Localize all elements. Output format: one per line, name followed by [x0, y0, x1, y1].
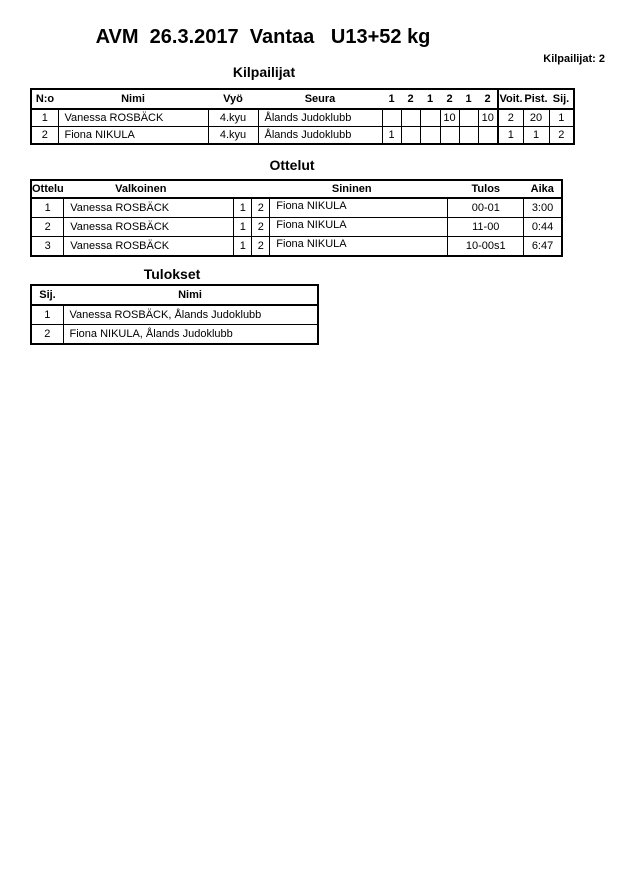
white-name-cell: Vanessa ROSBÄCK — [64, 237, 234, 257]
white-no-cell: 1 — [234, 198, 252, 218]
result-cell: 10-00s1 — [448, 237, 524, 257]
score-cell — [440, 127, 459, 145]
col-header-time: Aika — [524, 180, 562, 198]
col-header-blue — [270, 180, 448, 198]
col-header-wins: Voit. — [498, 89, 523, 109]
col-header-white — [64, 180, 234, 198]
section-heading-tulokset: Tulokset — [143, 266, 201, 282]
club-cell: Ålands Judoklubb — [258, 109, 382, 127]
match-no-cell: 3 — [31, 237, 64, 257]
wins-cell: 2 — [498, 109, 523, 127]
col-header-spacer-2 — [252, 180, 270, 198]
results-table — [30, 284, 319, 345]
col-header-score-1: 1 — [382, 89, 401, 109]
match-row — [31, 198, 562, 218]
score-cell — [420, 109, 440, 127]
col-header-blue-label: Sininen — [331, 183, 372, 195]
place-cell: 2 — [549, 127, 574, 145]
col-header-name: Nimi — [58, 89, 208, 109]
belt-cell: 4.kyu — [208, 109, 258, 127]
col-header-score-2: 2 — [401, 89, 420, 109]
col-header-club: Seura — [258, 89, 382, 109]
time-cell: 0:44 — [524, 218, 562, 237]
points-cell: 1 — [523, 127, 549, 145]
white-name-cell: Vanessa ROSBÄCK — [64, 198, 234, 218]
score-cell — [459, 127, 478, 145]
col-header-no: N:o — [31, 89, 58, 109]
no-cell: 2 — [31, 127, 58, 145]
result-cell: 00-01 — [448, 198, 524, 218]
match-no-cell: 1 — [31, 198, 64, 218]
score-cell: 10 — [478, 109, 498, 127]
results-header-row — [31, 285, 318, 305]
competitors-header-row — [31, 89, 574, 109]
result-row — [31, 325, 318, 345]
document-title: AVM 26.3.2017 Vantaa U13+52 kg — [95, 26, 431, 48]
score-cell — [401, 109, 420, 127]
score-cell: 10 — [440, 109, 459, 127]
competitor-row — [31, 109, 574, 127]
col-header-points: Pist. — [523, 89, 549, 109]
col-header-name: Nimi — [63, 285, 318, 305]
score-cell — [478, 127, 498, 145]
match-no-cell: 2 — [31, 218, 64, 237]
points-cell: 20 — [523, 109, 549, 127]
col-header-score-5: 1 — [459, 89, 478, 109]
wins-cell: 1 — [498, 127, 523, 145]
col-header-belt: Vyö — [208, 89, 258, 109]
blue-no-cell: 2 — [252, 198, 270, 218]
score-cell — [401, 127, 420, 145]
matches-table — [30, 179, 563, 257]
result-cell: 11-00 — [448, 218, 524, 237]
col-header-spacer-1 — [234, 180, 252, 198]
section-heading-ottelut: Ottelut — [269, 157, 315, 173]
time-cell: 3:00 — [524, 198, 562, 218]
blue-name-cell: Fiona NIKULA — [270, 237, 448, 257]
score-cell — [382, 109, 401, 127]
col-header-place: Sij. — [549, 89, 574, 109]
club-cell: Ålands Judoklubb — [258, 127, 382, 145]
col-header-place: Sij. — [31, 285, 63, 305]
col-header-result: Tulos — [448, 180, 524, 198]
white-no-cell: 1 — [234, 218, 252, 237]
result-row — [31, 305, 318, 325]
score-cell — [459, 109, 478, 127]
col-header-white-label: Valkoinen — [115, 183, 167, 195]
score-cell: 1 — [382, 127, 401, 145]
col-header-score-3: 1 — [420, 89, 440, 109]
place-cell: 1 — [549, 109, 574, 127]
score-cell — [420, 127, 440, 145]
blue-no-cell: 2 — [252, 237, 270, 257]
match-row — [31, 218, 562, 237]
place-cell: 2 — [31, 325, 63, 345]
competitor-count: Kilpailijat: 2 — [543, 53, 605, 65]
name-cell: Fiona NIKULA — [58, 127, 208, 145]
blue-no-cell: 2 — [252, 218, 270, 237]
col-header-score-6: 2 — [478, 89, 498, 109]
matches-header-row — [31, 180, 562, 198]
time-cell: 6:47 — [524, 237, 562, 257]
col-header-match: Ottelu — [31, 180, 64, 198]
result-name-cell: Vanessa ROSBÄCK, Ålands Judoklubb — [63, 305, 318, 325]
no-cell: 1 — [31, 109, 58, 127]
section-heading-kilpailijat: Kilpailijat — [232, 64, 296, 80]
competitors-table — [30, 88, 575, 145]
white-no-cell: 1 — [234, 237, 252, 257]
blue-name-cell: Fiona NIKULA — [270, 218, 448, 237]
belt-cell: 4.kyu — [208, 127, 258, 145]
white-name-cell: Vanessa ROSBÄCK — [64, 218, 234, 237]
name-cell: Vanessa ROSBÄCK — [58, 109, 208, 127]
blue-name-cell: Fiona NIKULA — [270, 198, 448, 218]
result-name-cell: Fiona NIKULA, Ålands Judoklubb — [63, 325, 318, 345]
match-row — [31, 237, 562, 257]
place-cell: 1 — [31, 305, 63, 325]
competitor-row — [31, 127, 574, 145]
col-header-score-4: 2 — [440, 89, 459, 109]
